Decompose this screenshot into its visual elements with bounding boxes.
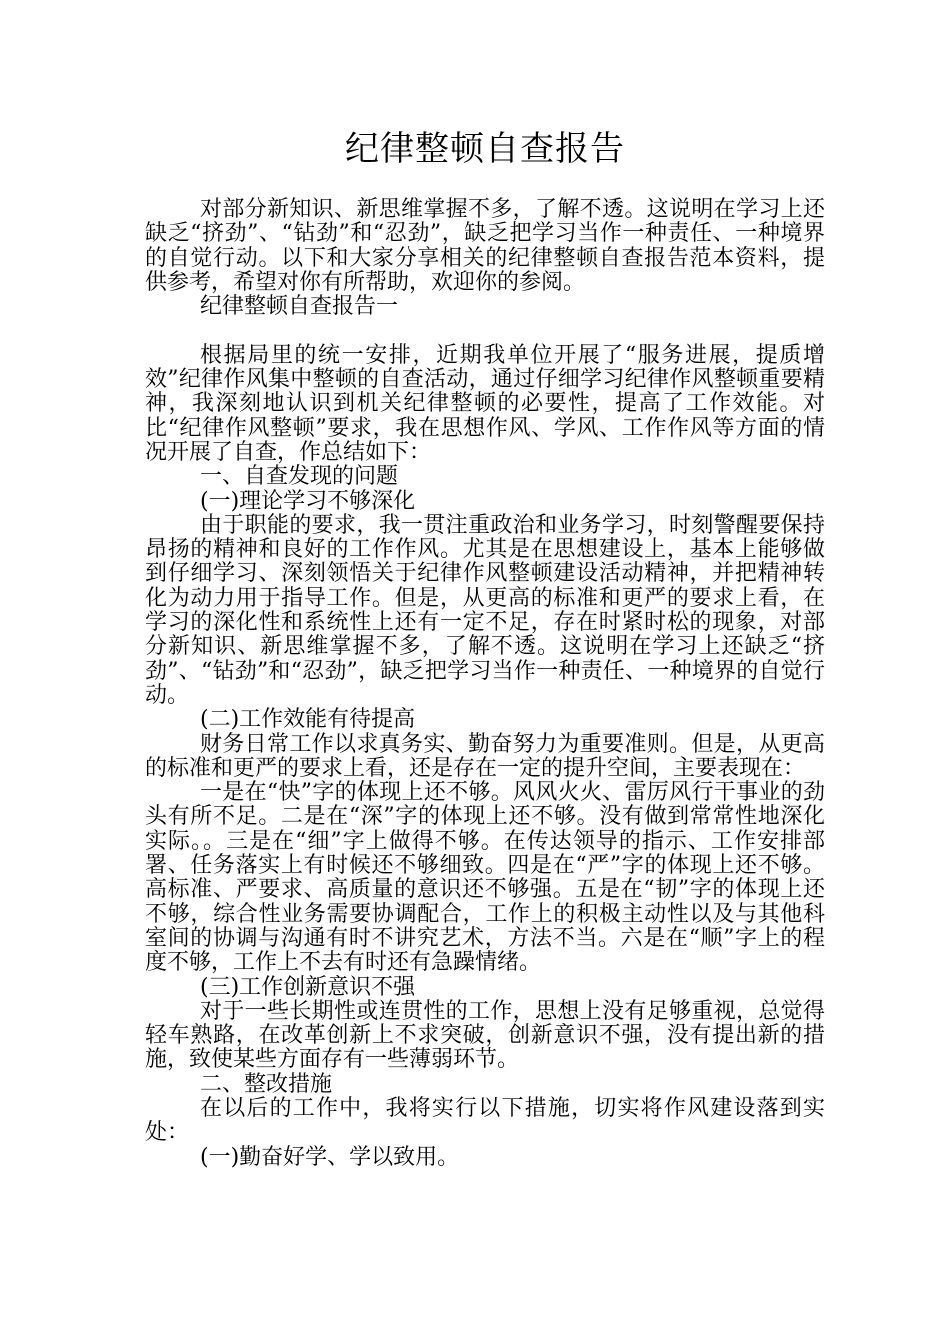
section-heading-report-one: 纪律整顿自查报告一	[200, 294, 399, 320]
body-paragraph: 对于一些长期性或连贯性的工作，思想上没有足够重视，总觉得轻车熟路，在改革创新上不求突破，创新意识不强，没有提出新的措施，致使某些方面存有一些薄弱环节。	[145, 998, 825, 1073]
blank-line	[145, 319, 825, 343]
document-title: 纪律整顿自查报告	[345, 129, 625, 169]
intro-paragraph: 对部分新知识、新思维掌握不多，了解不透。这说明在学习上还缺乏“挤劲”、“钻劲”和“忍劲”，缺乏把学习当作一种责任、一种境界的自觉行动。以下和大家分享相关的纪律整顿自查报告范本资料，提供参考，希望对你有所帮助，欢迎你的参阅。	[145, 197, 825, 295]
body-paragraph: 在以后的工作中，我将实行以下措施，切实将作风建设落到实处：	[145, 1095, 825, 1146]
body-paragraph: 财务日常工作以求真务实、勤奋努力为重要准则。但是，从更高的标准和更严的要求上看，还是存在一定的提升空间，主要表现在：	[145, 731, 825, 781]
body-paragraph: 根据局里的统一安排，近期我单位开展了“服务进展，提质增效”纪律作风集中整顿的自查活动，通过仔细学习纪律作风整顿重要精神，我深刻地认识到机关纪律整顿的必要性，提高了工作效能。对比“纪律作风整顿”要求，我在思想作风、学风、工作作风等方面的情况开展了自查，作总结如下：	[145, 342, 825, 465]
section-heading: 一、自查发现的问题	[200, 464, 399, 490]
body-paragraph: 由于职能的要求，我一贯注重政治和业务学习，时刻警醒要保持昂扬的精神和良好的工作作风。尤其是在思想建设上，基本上能够做到仔细学习、深刻领悟关于纪律作风整顿建设活动精神，并把精神转化为动力用于指导工作。但是，从更高的标准和更严的要求上看，在学习的深化性和系统性上还有一定不足，存在时紧时松的现象，对部分新知识、新思维掌握不多，了解不透。这说明在学习上还缺乏“挤劲”、“钻劲”和“忍劲”，缺乏把学习当作一种责任、一种境界的自觉行动。	[145, 512, 825, 708]
subsection-heading: (二)工作效能有待提高	[200, 707, 416, 733]
subsection-heading: (一)勤奋好学、学以致用。	[200, 1144, 460, 1170]
subsection-heading: (三)工作创新意识不强	[200, 974, 416, 1000]
section-heading: 二、整改措施	[200, 1071, 333, 1097]
body-paragraph: 一是在“快”字的体现上还不够。风风火火、雷厉风行干事业的劲头有所不足。二是在“深”字的体现上还不够。没有做到常常性地深化实际。。三是在“细”字上做得不够。在传达领导的指示、工作安排部署、任务落实上有时候还不够细致。四是在“严”字的体现上还不够。高标准、严要求、高质量的意识还不够强。五是在“韧”字的体现上还不够，综合性业务需要协调配合，工作上的积极主动性以及与其他科室间的协调与沟通有时不讲究艺术，方法不当。六是在“顺”字上的程度不够，工作上不去有时还有急躁情绪。	[145, 780, 825, 976]
document-page	[145, 120, 825, 1170]
subsection-heading: (一)理论学习不够深化	[200, 488, 416, 514]
